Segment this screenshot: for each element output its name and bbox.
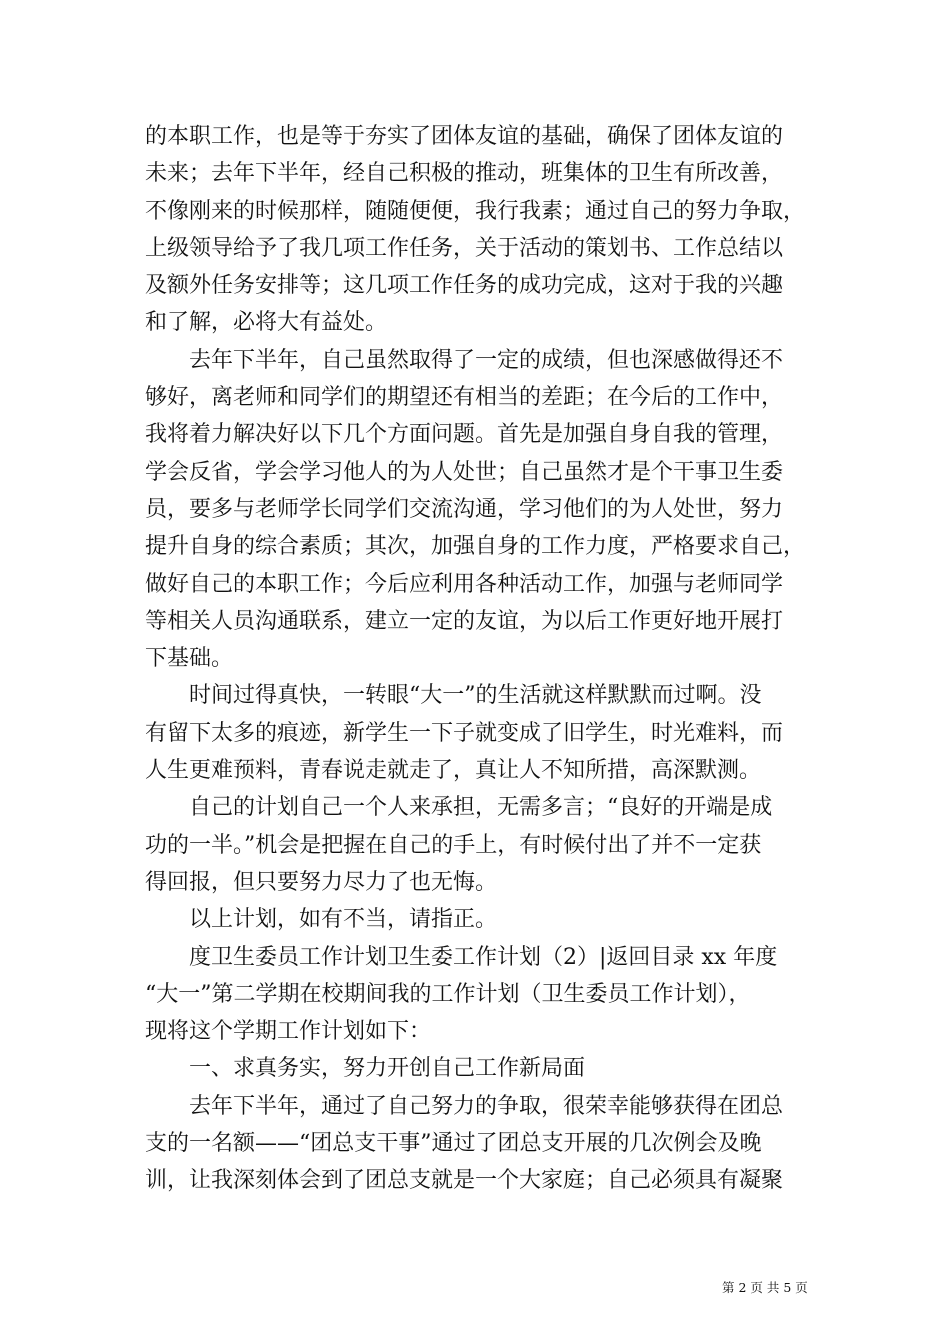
text-line: 及额外任务安排等；这几项工作任务的成功完成，这对于我的兴趣	[145, 273, 784, 299]
text-line: 够好，离老师和同学们的期望还有相当的差距；在今后的工作中，	[145, 385, 784, 411]
paragraph-first-line: 以上计划，如有不当，请指正。	[189, 907, 498, 933]
paragraph-first-line: 度卫生委员工作计划卫生委工作计划（2）|返回目录 xx 年度	[189, 944, 778, 970]
text-line: 下基础。	[145, 646, 234, 672]
text-line: 的本职工作，也是等于夯实了团体友谊的基础，确保了团体友谊的	[145, 124, 784, 149]
text-line: 得回报，但只要努力尽力了也无悔。	[145, 869, 498, 895]
paragraph-first-line: 时间过得真快，一转眼“大一”的生活就这样默默而过啊。没	[189, 683, 762, 709]
document-body	[145, 118, 813, 1200]
text-line: 做好自己的本职工作；今后应利用各种活动工作，加强与老师同学	[145, 571, 784, 597]
paragraph-first-line: 去年下半年，通过了自己努力的争取，很荣幸能够获得在团总	[189, 1093, 784, 1119]
text-line: 功的一半。”机会是把握在自己的手上，有时候付出了并不一定获	[145, 832, 762, 858]
section-heading: 一、求真务实，努力开创自己工作新局面	[189, 1056, 586, 1082]
text-line: 人生更难预料，青春说走就走了，真让人不知所措，高深默测。	[145, 758, 762, 784]
text-line: 训，让我深刻体会到了团总支就是一个大家庭；自己必须具有凝聚	[145, 1168, 784, 1194]
text-line: 有留下太多的痕迹，新学生一下子就变成了旧学生，时光难料，而	[145, 720, 784, 746]
page-number: 第 2 页 共 5 页	[722, 1280, 808, 1295]
text-line: 不像刚来的时候那样，随随便便，我行我素；通过自己的努力争取，	[145, 198, 806, 224]
text-line: 上级领导给予了我几项工作任务，关于活动的策划书、工作总结以	[145, 235, 784, 261]
text-line: “大一”第二学期在校期间我的工作计划（卫生委员工作计划），	[145, 981, 751, 1007]
text-line: 等相关人员沟通联系，建立一定的友谊，为以后工作更好地开展打	[145, 608, 784, 634]
text-line: 支的一名额——“团总支干事”通过了团总支开展的几次例会及晚	[145, 1131, 762, 1157]
paragraph-first-line: 去年下半年，自己虽然取得了一定的成绩，但也深感做得还不	[189, 347, 784, 373]
text-line: 现将这个学期工作计划如下：	[145, 1019, 432, 1045]
text-line: 学会反省，学会学习他人的为人处世；自己虽然才是个干事卫生委	[145, 459, 784, 485]
text-line: 未来；去年下半年，经自己积极的推动，班集体的卫生有所改善，	[145, 161, 784, 187]
text-line: 提升自身的综合素质；其次，加强自身的工作力度，严格要求自己，	[145, 534, 806, 560]
text-line: 我将着力解决好以下几个方面问题。首先是加强自身自我的管理，	[145, 422, 784, 448]
paragraph-first-line: 自己的计划自己一个人来承担，无需多言；“良好的开端是成	[189, 795, 773, 821]
text-line: 和了解，必将大有益处。	[145, 310, 388, 336]
text-line: 员，要多与老师学长同学们交流沟通，学习他们的为人处世，努力	[145, 496, 784, 522]
